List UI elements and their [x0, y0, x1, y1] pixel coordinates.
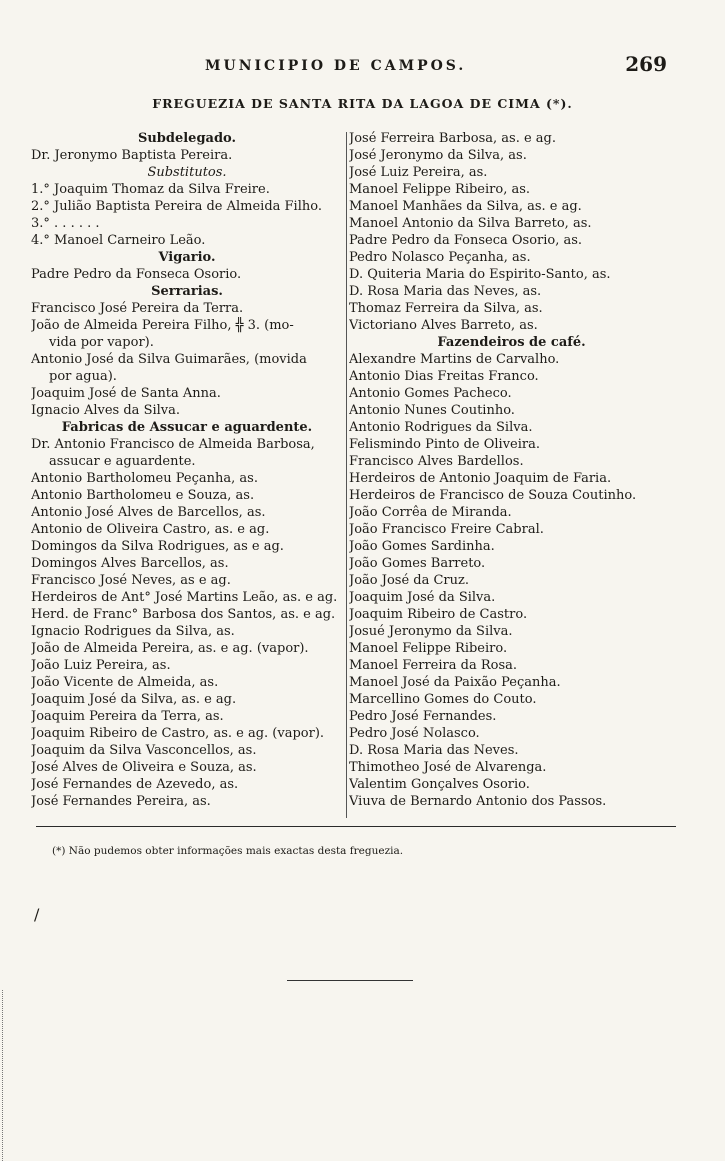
entry-continuation: vida por vapor). [49, 335, 154, 350]
entry-line: Ignacio Alves da Silva. [31, 403, 181, 418]
entry-line: João Gomes Sardinha. [349, 539, 495, 554]
end-rule [287, 980, 413, 981]
section-heading: Serrarias. [151, 284, 223, 299]
entry-line: Pedro Nolasco Peçanha, as. [349, 250, 531, 265]
entry-continuation: assucar e aguardente. [49, 454, 196, 469]
entry-line: 4.° Manoel Carneiro Leão. [31, 233, 206, 248]
entry-line: Josué Jeronymo da Silva. [349, 624, 513, 639]
entry-line: Francisco José Pereira da Terra. [31, 301, 244, 316]
entry-line: 3.° . . . . . . [31, 216, 100, 231]
entry-line: Joaquim Ribeiro de Castro. [349, 607, 528, 622]
entry-line: Joaquim Pereira da Terra, as. [31, 709, 224, 724]
entry-line: José Fernandes de Azevedo, as. [31, 777, 239, 792]
entry-line: Antonio Nunes Coutinho. [349, 403, 515, 418]
entry-line: Viuva de Bernardo Antonio dos Passos. [349, 794, 607, 809]
entry-line: D. Quiteria Maria do Espirito-Santo, as. [349, 267, 611, 282]
entry-line: D. Rosa Maria das Neves, as. [349, 284, 542, 299]
entry-line: João Luiz Pereira, as. [31, 658, 171, 673]
entry-line: 2.° Julião Baptista Pereira de Almeida Filho. [31, 199, 322, 214]
margin-line [2, 990, 4, 1161]
entry-line: Antonio José Alves de Barcellos, as. [31, 505, 266, 520]
left-column [31, 130, 343, 810]
entry-line: Felismindo Pinto de Oliveira. [349, 437, 541, 452]
entry-line: Antonio Bartholomeu e Souza, as. [31, 488, 255, 503]
column-divider [346, 132, 347, 818]
entry-line: Manoel Manhães da Silva, as. e ag. [349, 199, 582, 214]
entry-line: Pedro José Fernandes. [349, 709, 497, 724]
entry-line: João de Almeida Pereira Filho, ╬ 3. (mo- [31, 318, 294, 333]
entry-line: Pedro José Nolasco. [349, 726, 480, 741]
entry-line: José Alves de Oliveira e Souza, as. [31, 760, 257, 775]
entry-line: Marcellino Gomes do Couto. [349, 692, 537, 707]
entry-line: Antonio de Oliveira Castro, as. e ag. [31, 522, 270, 537]
margin-mark: / [34, 905, 40, 924]
section-heading: Subdelegado. [137, 131, 237, 146]
entry-line: Antonio Gomes Pacheco. [349, 386, 512, 401]
entry-line: Manoel Felippe Ribeiro, as. [349, 182, 531, 197]
entry-line: Manoel Ferreira da Rosa. [349, 658, 517, 673]
section-heading: Fabricas de Assucar e aguardente. [61, 420, 313, 435]
right-column [349, 130, 674, 810]
entry-line: Manoel Felippe Ribeiro. [349, 641, 508, 656]
entry-line: Dr. Antonio Francisco de Almeida Barbosa, [31, 437, 315, 452]
footnote-rule [36, 826, 676, 827]
section-title: FREGUEZIA DE SANTA RITA DA LAGOA DE CIMA (*). [152, 96, 573, 111]
entry-line: Herdeiros de Francisco de Souza Coutinho. [349, 488, 637, 503]
footnote: (*) Não pudemos obter informações mais exactas desta freguezia. [52, 845, 404, 857]
entry-line: Dr. Jeronymo Baptista Pereira. [31, 148, 233, 163]
entry-line: D. Rosa Maria das Neves. [349, 743, 519, 758]
entry-line: João Corrêa de Miranda. [349, 505, 512, 520]
entry-line: 1.° Joaquim Thomaz da Silva Freire. [31, 182, 270, 197]
entry-line: João Francisco Freire Cabral. [349, 522, 544, 537]
entry-line: João Vicente de Almeida, as. [31, 675, 219, 690]
entry-line: Francisco Alves Bardellos. [349, 454, 524, 469]
entry-line: Alexandre Martins de Carvalho. [349, 352, 560, 367]
entry-line: Antonio José da Silva Guimarães, (movida [31, 352, 307, 367]
running-title: MUNICIPIO DE CAMPOS. [205, 58, 467, 74]
entry-line: Antonio Dias Freitas Franco. [349, 369, 539, 384]
entry-line: João Gomes Barreto. [349, 556, 486, 571]
entry-line: Joaquim José de Santa Anna. [31, 386, 221, 401]
entry-line: Joaquim José da Silva. [349, 590, 496, 605]
entry-line: José Jeronymo da Silva, as. [349, 148, 527, 163]
entry-line: Padre Pedro da Fonseca Osorio. [31, 267, 242, 282]
entry-line: Joaquim Ribeiro de Castro, as. e ag. (vapor). [31, 726, 325, 741]
entry-line: Antonio Bartholomeu Peçanha, as. [31, 471, 258, 486]
entry-line: Domingos Alves Barcellos, as. [31, 556, 229, 571]
entry-line: Ignacio Rodrigues da Silva, as. [31, 624, 235, 639]
entry-line: José Luiz Pereira, as. [349, 165, 488, 180]
entry-line: José Ferreira Barbosa, as. e ag. [349, 131, 556, 146]
entry-line: Thomaz Ferreira da Silva, as. [349, 301, 543, 316]
entry-line: Herdeiros de Ant° José Martins Leão, as. e ag. [31, 590, 338, 605]
entry-line: Padre Pedro da Fonseca Osorio, as. [349, 233, 583, 248]
page-number: 269 [625, 52, 667, 76]
entry-line: João José da Cruz. [349, 573, 470, 588]
entry-line: Antonio Rodrigues da Silva. [349, 420, 533, 435]
page-header [0, 52, 725, 82]
entry-line: Joaquim da Silva Vasconcellos, as. [31, 743, 257, 758]
entry-line: Joaquim José da Silva, as. e ag. [31, 692, 237, 707]
entry-line: Herd. de Franc° Barbosa dos Santos, as. e ag. [31, 607, 336, 622]
entry-line: Victoriano Alves Barreto, as. [349, 318, 538, 333]
section-heading: Vigario. [158, 250, 216, 265]
entry-line: Herdeiros de Antonio Joaquim de Faria. [349, 471, 612, 486]
entry-line: José Fernandes Pereira, as. [31, 794, 211, 809]
entry-line: Manoel José da Paixão Peçanha. [349, 675, 561, 690]
entry-line: João de Almeida Pereira, as. e ag. (vapor). [31, 641, 309, 656]
entry-line: Domingos da Silva Rodrigues, as e ag. [31, 539, 284, 554]
entry-line: Valentim Gonçalves Osorio. [349, 777, 530, 792]
entry-line: Francisco José Neves, as e ag. [31, 573, 231, 588]
entry-line: Manoel Antonio da Silva Barreto, as. [349, 216, 592, 231]
section-heading: Fazendeiros de café. [437, 335, 586, 350]
entry-line: Thimotheo José de Alvarenga. [349, 760, 547, 775]
section-subheading: Substitutos. [147, 165, 227, 180]
entry-continuation: por agua). [49, 369, 117, 384]
